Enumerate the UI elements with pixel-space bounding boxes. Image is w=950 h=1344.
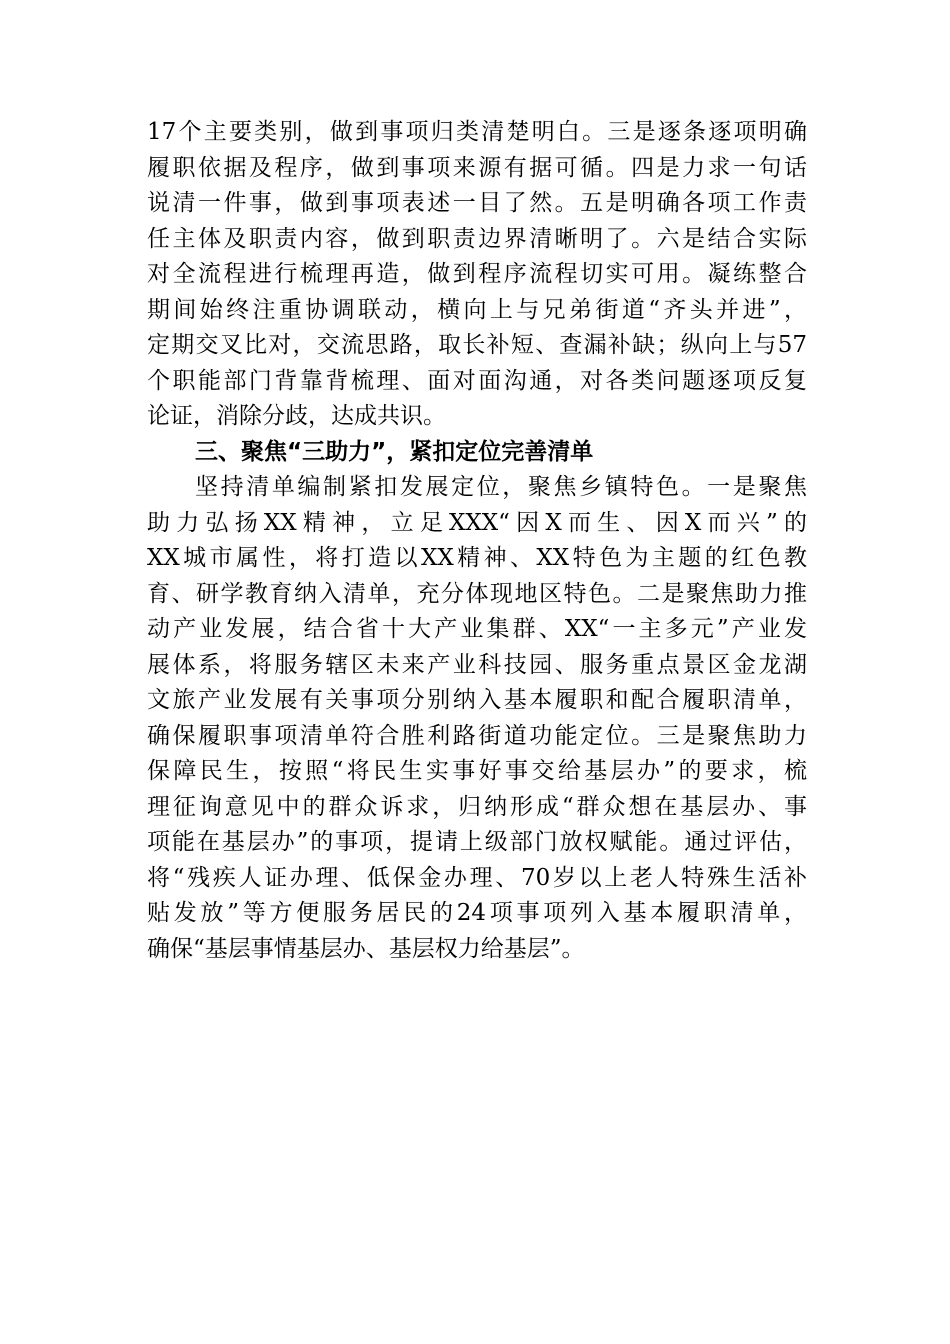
text-line: 对全流程进行梳理再造，做到程序流程切实可用。凝练整合	[147, 261, 807, 287]
text-line: 履职依据及程序，做到事项来源有据可循。四是力求一句话	[147, 154, 807, 181]
text-line: 项能在基层办”的事项，提请上级部门放权赋能。通过评估，	[147, 829, 807, 855]
text-line: 确保履职事项清单符合胜利路街道功能定位。三是聚焦助力	[147, 722, 807, 749]
document-body	[147, 115, 807, 967]
text-line: 理征询意见中的群众诉求，归纳形成“群众想在基层办、事	[147, 793, 807, 820]
text-line: 期间始终注重协调联动，横向上与兄弟街道“齐头并进”，	[147, 296, 807, 323]
section-heading: 三、聚焦“三助力”，紧扣定位完善清单	[195, 438, 594, 465]
paragraph-continued	[147, 115, 807, 435]
paragraph	[147, 470, 807, 967]
text-line: 任主体及职责内容，做到职责边界清晰明了。六是结合实际	[147, 225, 807, 252]
text-line: 个职能部门背靠背梳理、面对面沟通，对各类问题逐项反复	[147, 367, 807, 394]
text-line: 定期交叉比对，交流思路，取长补短、查漏补缺；纵向上与57	[147, 332, 807, 358]
text-line: 展体系，将服务辖区未来产业科技园、服务重点景区金龙湖	[147, 651, 807, 678]
text-line: 动产业发展，结合省十大产业集群、XX“一主多元”产业发	[147, 616, 807, 642]
text-line: 育、研学教育纳入清单，充分体现地区特色。二是聚焦助力推	[147, 580, 807, 607]
text-line: 坚持清单编制紧扣发展定位，聚焦乡镇特色。一是聚焦	[195, 474, 807, 500]
text-line: 确保“基层事情基层办、基层权力给基层”。	[147, 935, 585, 962]
text-line: 论证，消除分歧，达成共识。	[147, 403, 446, 429]
text-line: 将“残疾人证办理、低保金办理、70岁以上老人特殊生活补	[147, 864, 807, 891]
text-line: 贴发放”等方便服务居民的24项事项列入基本履职清单，	[147, 900, 807, 926]
text-line: 保障民生，按照“将民生实事好事交给基层办”的要求，梳	[147, 758, 807, 784]
text-line: 17个主要类别，做到事项归类清楚明白。三是逐条逐项明确	[147, 119, 807, 145]
text-line: 文旅产业发展有关事项分别纳入基本履职和配合履职清单，	[147, 687, 807, 713]
text-line: 说清一件事，做到事项表述一目了然。五是明确各项工作责	[147, 190, 807, 216]
text-line: 助力弘扬XX精神，立足XXX“因X而生、因X而兴”的	[147, 509, 807, 536]
text-line: XX城市属性，将打造以XX精神、XX特色为主题的红色教	[147, 545, 807, 571]
